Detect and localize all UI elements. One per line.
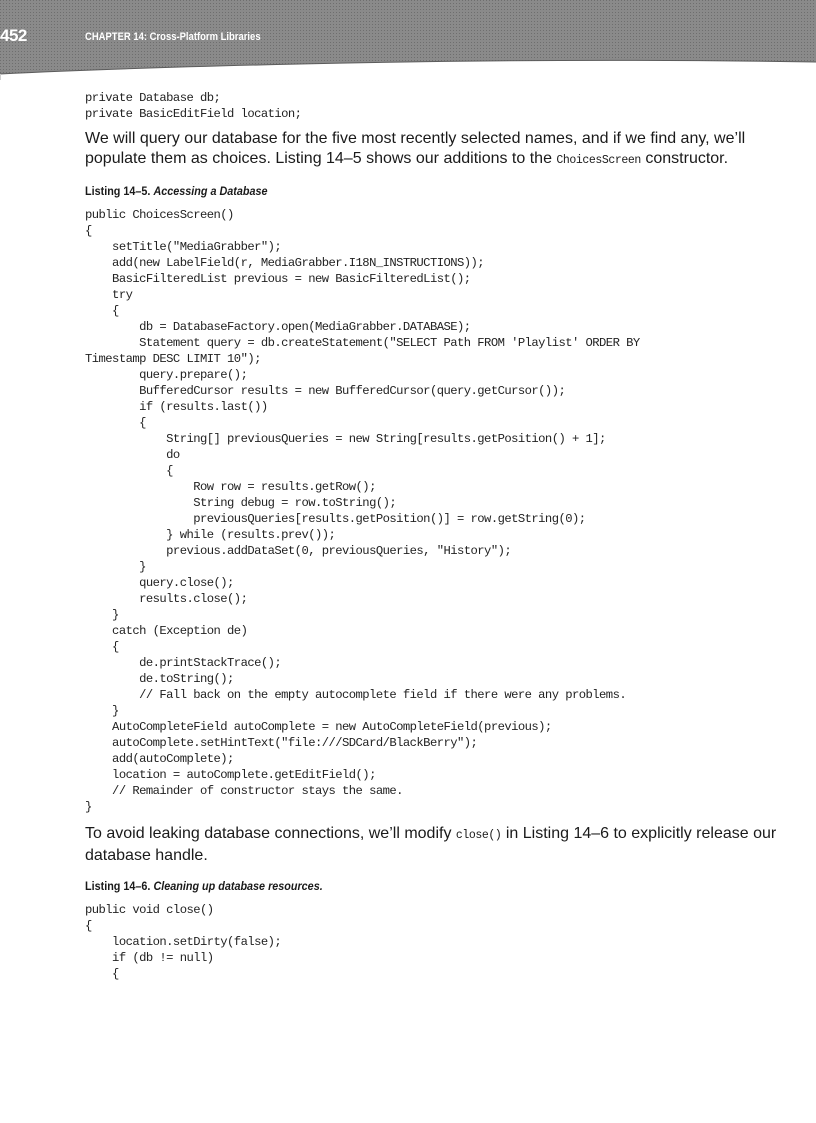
- listing-5-title: Accessing a Database: [153, 184, 268, 198]
- paragraph-intro-text: We will query our database for the five most recently selected names, and if we find any, we’ll populate them as choices. Listing 14–5 shows our additions to the: [85, 130, 746, 167]
- code-fields: private Database db; private BasicEditField location;: [85, 91, 302, 121]
- listing-6-code: public void close() { location.setDirty(false); if (db != null) {: [85, 903, 282, 981]
- paragraph-intro: [85, 129, 785, 171]
- inline-code-close: close(): [455, 829, 502, 842]
- listing-5-code: public ChoicesScreen() { setTitle("MediaGrabber"); add(new LabelField(r, MediaGrabber.I18N_INSTRUCTIONS)); BasicFilteredList previous = new BasicFilteredList(); try { db = DatabaseFactory.open(MediaGrabber.DATABASE); Statement query = db.createStatement("SELECT Path FROM 'Playlist' ORDER BY Timestamp DESC LIMIT 10"); query.prepare(); BufferedCursor results = new BufferedCursor(query.getCursor()); if (results.last()) { String[] previousQueries = new String[results.getPosition() + 1]; do { Row row = results.getRow(); String debug = row.toString(); previousQueries[results.getPosition()] = row.getString(0); } while (results.prev()); previous.addDataSet(0, previousQueries, "History"); } query.close(); results.close(); } catch (Exception de) { de.printStackTrace(); de.toString(); // Fall back on the empty autocomplete field if there were any problems. } AutoCompleteField autoComplete = new AutoCompleteField(previous); autoComplete.setHintText("file:///SDCard/BlackBerry"); add(autoComplete); location = autoComplete.getEditField(); // Remainder of constructor stays the same. }: [85, 208, 640, 814]
- page-number: 452: [0, 26, 27, 45]
- paragraph-close: [85, 824, 785, 866]
- listing-6-title: Cleaning up database resources.: [153, 879, 323, 893]
- listing-5-caption: [85, 183, 715, 199]
- page-header: [0, 0, 816, 80]
- paragraph-close-text-end: in Listing 14–6 to explicitly release our database handle.: [85, 825, 777, 864]
- paragraph-close-text: To avoid leaking database connections, we’ll modify: [85, 825, 456, 842]
- chapter-title: CHAPTER 14: Cross-Platform Libraries: [85, 31, 261, 43]
- listing-6-caption: [85, 878, 715, 894]
- listing-6-label: Listing 14–6.: [85, 879, 151, 893]
- listing-5-label: Listing 14–5.: [85, 184, 151, 198]
- inline-code-choicesscreen: ChoicesScreen: [556, 154, 641, 167]
- paragraph-intro-text-end: constructor.: [640, 150, 729, 167]
- page-content: [85, 90, 785, 982]
